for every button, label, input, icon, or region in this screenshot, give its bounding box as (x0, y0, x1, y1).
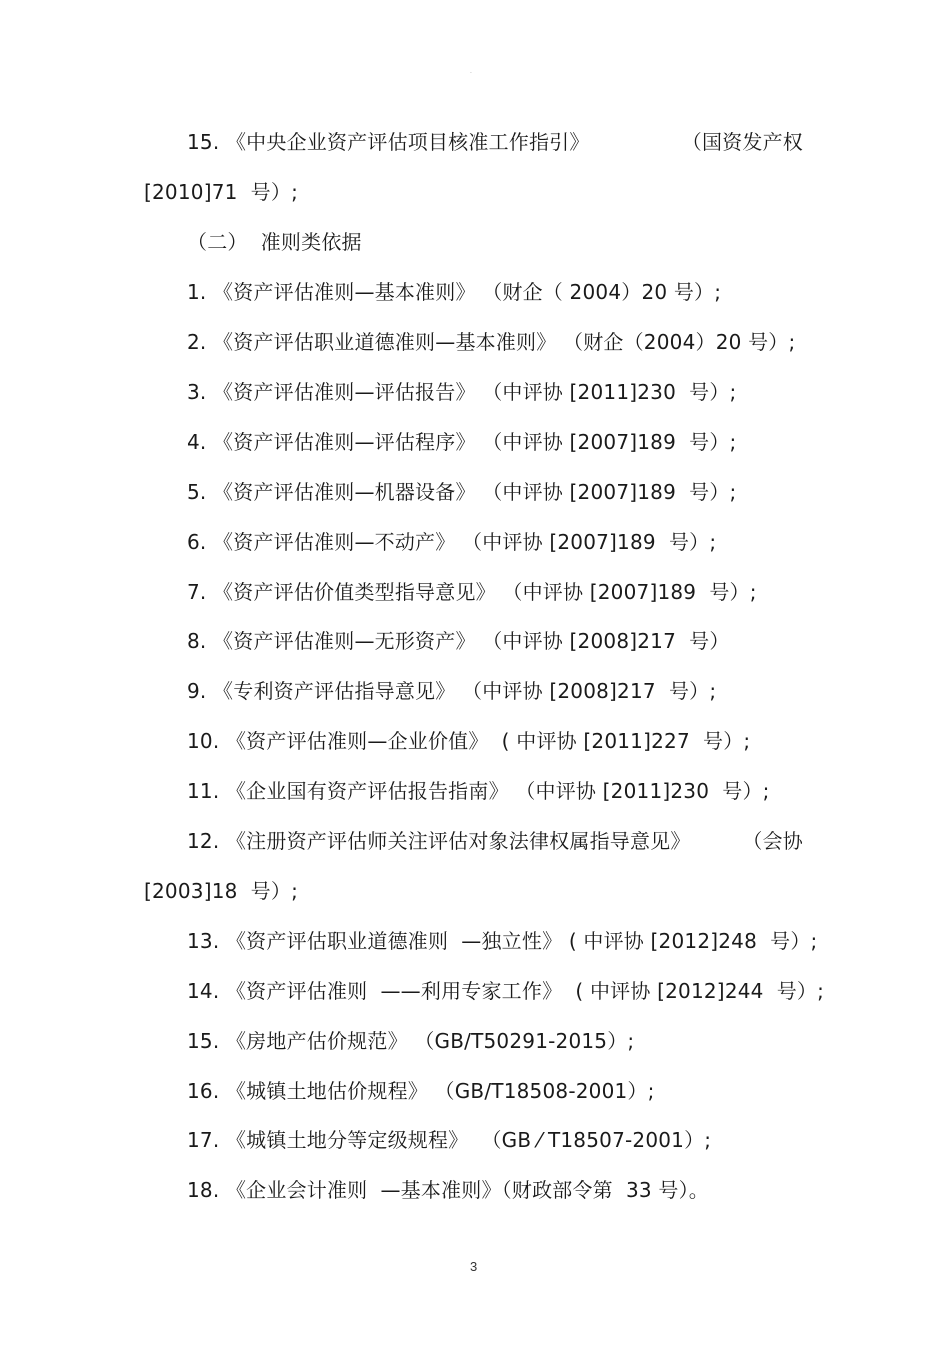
section-heading: （二） 准则类依据 (187, 230, 362, 254)
list-item-12-legal-ownership (187, 829, 803, 853)
list-item: 11. 《企业国有资产评估报告指南》 （中评协 [2011]230 号）; (187, 779, 770, 803)
list-item: 16. 《城镇土地估价规程》 （GB/T18508-2001）; (187, 1079, 655, 1103)
list-item-source: （会协 (742, 829, 803, 853)
list-item-continuation: [2003]18 号）; (144, 879, 299, 903)
list-item: 5. 《资产评估准则—机器设备》 （中评协 [2007]189 号）; (187, 480, 737, 504)
list-item: 3. 《资产评估准则—评估报告》 （中评协 [2011]230 号）; (187, 380, 737, 404)
list-item: 6. 《资产评估准则—不动产》 （中评协 [2007]189 号）; (187, 530, 717, 554)
list-item: 13. 《资产评估职业道德准则 —独立性》 ( 中评协 [2012]248 号）; (187, 929, 818, 953)
list-item: 15. 《房地产估价规范》 （GB/T50291-2015）; (187, 1029, 635, 1053)
list-item: 10. 《资产评估准则—企业价值》 ( 中评协 [2011]227 号）; (187, 729, 751, 753)
list-item: 1. 《资产评估准则—基本准则》 （财企（ 2004）20 号）; (187, 280, 722, 304)
list-item: 8. 《资产评估准则—无形资产》 （中评协 [2008]217 号） (187, 629, 730, 653)
list-item: 9. 《专利资产评估指导意见》 （中评协 [2008]217 号）; (187, 679, 717, 703)
list-item: 7. 《资产评估价值类型指导意见》 （中评协 [2007]189 号）; (187, 580, 757, 604)
list-item: 14. 《资产评估准则 ——利用专家工作》 ( 中评协 [2012]244 号）; (187, 979, 825, 1003)
top-mark: · (470, 70, 472, 77)
list-item-text: 12. 《注册资产评估师关注评估对象法律权属指导意见》 (187, 829, 691, 853)
list-item: 18. 《企业会计准则 —基本准则》（财政部令第 33 号）。 (187, 1178, 709, 1202)
list-item-15-central-enterprise (187, 130, 803, 154)
list-item: 2. 《资产评估职业道德准则—基本准则》 （财企（2004）20 号）; (187, 330, 796, 354)
list-item-continuation: [2010]71 号）; (144, 180, 299, 204)
list-item: 4. 《资产评估准则—评估程序》 （中评协 [2007]189 号）; (187, 430, 737, 454)
page-number: 3 (470, 1259, 478, 1274)
list-item-source: （国资发产权 (681, 130, 803, 154)
list-item: 17. 《城镇土地分等定级规程》 （GB ⁄ T18507-2001）; (187, 1128, 712, 1152)
list-item-text: 15. 《中央企业资产评估项目核准工作指引》 (187, 130, 590, 154)
